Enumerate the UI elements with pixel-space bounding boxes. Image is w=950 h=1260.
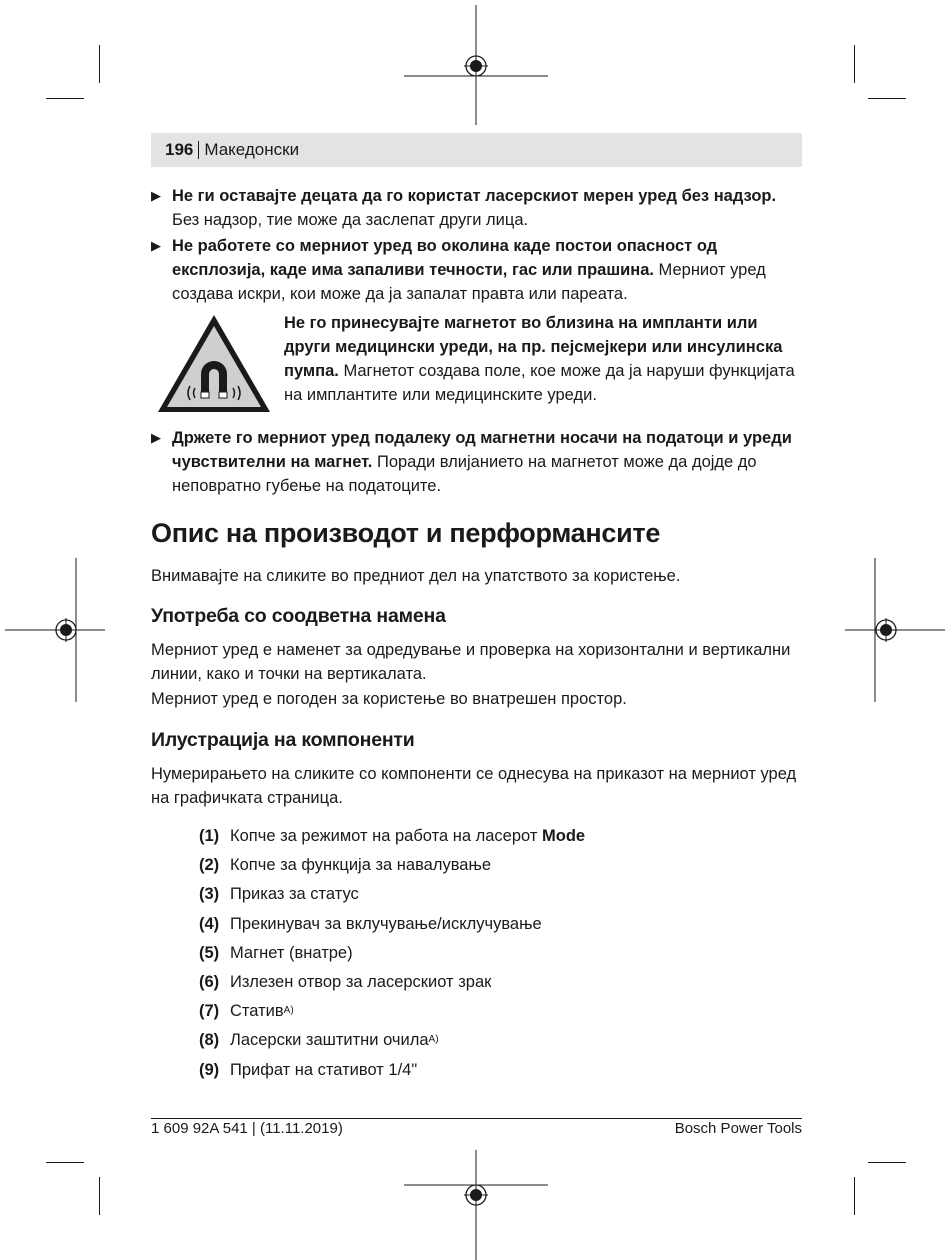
item-text: Излезен отвор за ласерскиот зрак: [230, 972, 492, 991]
crop-mark: [854, 45, 855, 83]
item-bold: Mode: [542, 827, 586, 845]
components-title: Илустрација на компоненти: [151, 729, 415, 751]
crop-mark: [868, 1162, 906, 1163]
crop-mark: [854, 1177, 855, 1215]
warning-bold: Не ги оставајте децата да го користат ласерскиот мерен уред без надзор.: [172, 187, 777, 205]
section-title: Опис на производот и перформансите: [151, 518, 661, 548]
components-list: [199, 824, 585, 1087]
item-text: Прекинувач за вклучување/исклучување: [230, 914, 542, 933]
registration-mark-icon: [845, 558, 945, 702]
footnote-marker: A): [283, 1005, 294, 1017]
footer-doc-id: 1 609 92A 541 | (11.11.2019): [151, 1120, 343, 1137]
list-item: [199, 824, 585, 853]
magnet-warning-bold: Не го принесувајте магнетот во близина на импланти или други медицински уреди, на пр. пејсмејкери или инсулинска пумпа.: [284, 314, 783, 380]
item-text: Статив: [230, 1002, 284, 1021]
list-item: [199, 912, 585, 941]
item-text: Копче за режимот на работа на ласерот: [230, 827, 538, 845]
crop-mark: [46, 98, 84, 99]
warning-text: Мерниот уред создава искри, кои може да ја запалат правта или пареата.: [172, 261, 766, 303]
warning-bullet: [151, 426, 802, 498]
magnet-warning-icon: [155, 312, 273, 416]
page-header: [151, 133, 802, 167]
intended-use-text: Мерниот уред е погоден за користење во внатрешен простор.: [151, 690, 627, 708]
list-item: [199, 970, 585, 999]
magnet-warning-text: [284, 311, 804, 407]
warning-text: Поради влијанието на магнетот може да дојде до неповратно губење на податоците.: [172, 453, 757, 495]
list-item: [199, 999, 585, 1028]
list-item: [199, 1028, 585, 1057]
crop-mark: [46, 1162, 84, 1163]
components-intro: Нумерирањето на сликите со компоненти се однесува на приказот на мерниот уред на графичката страница.: [151, 765, 797, 807]
crop-mark: [99, 1177, 100, 1215]
list-item: [199, 882, 585, 911]
footer-brand: Bosch Power Tools: [674, 1120, 802, 1137]
list-item: [199, 941, 585, 970]
list-item: [199, 853, 585, 882]
footer-divider: [151, 1118, 802, 1119]
item-number: (4): [199, 914, 220, 933]
item-number: (7): [199, 1002, 220, 1021]
intended-use-text: Мерниот уред е наменет за одредување и проверка на хоризонтални и вертикални линии, како и точки на вертикалата.: [151, 641, 791, 683]
item-number: (2): [199, 856, 220, 875]
header-divider: [198, 141, 199, 159]
page-number: 196: [165, 140, 194, 159]
crop-mark: [868, 98, 906, 99]
warning-bold: Држете го мерниот уред подалеку од магнетни носачи на податоци и уреди чувствителни на магнет.: [172, 429, 792, 471]
item-text: Прифат на стативот 1/4": [230, 1060, 418, 1079]
magnet-warning-normal: Магнетот создава поле, кое може да ја наруши функцијата на имплантите или медицинските уреди.: [284, 362, 795, 404]
item-text: Ласерски заштитни очила: [230, 1031, 429, 1050]
warning-bullet: [151, 234, 802, 306]
item-text: Копче за функција за навалување: [230, 856, 492, 875]
footnote-marker: A): [428, 1034, 439, 1046]
item-text: Магнет (внатре): [230, 943, 353, 962]
registration-mark-icon: [404, 5, 548, 125]
item-number: (1): [199, 827, 220, 845]
intended-use-title: Употреба со соодветна намена: [151, 605, 446, 627]
triangle-right-icon: ▶: [151, 188, 161, 203]
registration-mark-icon: [404, 1150, 548, 1260]
item-number: (8): [199, 1031, 220, 1050]
item-text: Приказ за статус: [230, 885, 359, 904]
crop-mark: [99, 45, 100, 83]
item-number: (5): [199, 943, 220, 962]
warning-text: Без надзор, тие може да заслепат други лица.: [172, 211, 529, 229]
item-number: (6): [199, 972, 220, 991]
triangle-right-icon: ▶: [151, 430, 161, 445]
warning-bullet: [151, 184, 802, 232]
header-language: Македонски: [204, 140, 300, 159]
list-item: [199, 1058, 585, 1087]
item-number: (3): [199, 885, 220, 904]
item-number: (9): [199, 1060, 220, 1079]
section-intro: Внимавајте на сликите во предниот дел на упатството за користење.: [151, 567, 681, 585]
triangle-right-icon: ▶: [151, 238, 161, 253]
registration-mark-icon: [5, 558, 105, 702]
warning-bold: Не работете со мерниот уред во околина каде постои опасност од експлозија, каде има запаливи течности, гас или прашина.: [172, 237, 718, 279]
